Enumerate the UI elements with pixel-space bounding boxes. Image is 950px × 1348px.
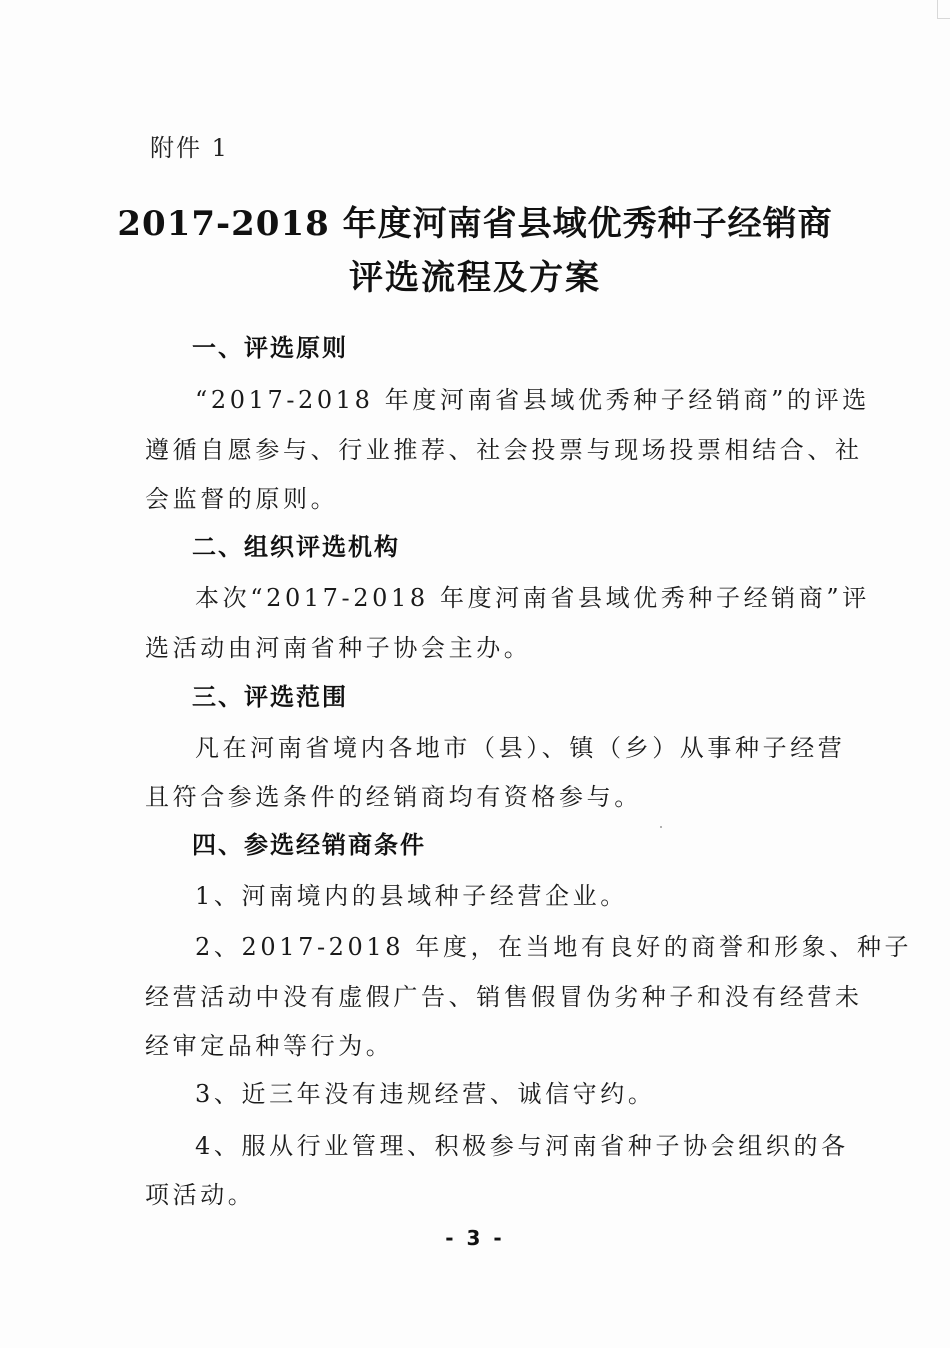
paragraph-line: 且符合参选条件的经销商均有资格参与。: [145, 783, 642, 811]
paragraph-line: 经审定品种等行为。: [145, 1032, 394, 1060]
document-title-line-2: 评选流程及方案: [349, 258, 601, 298]
paragraph-line: 选活动由河南省种子协会主办。: [145, 634, 532, 662]
document-title-line-1: 2017-2018 年度河南省县域优秀种子经销商: [117, 204, 833, 244]
paragraph-line: 遵循自愿参与、行业推荐、社会投票与现场投票相结合、社: [145, 436, 863, 464]
section-heading-conditions: 四、参选经销商条件: [192, 831, 426, 859]
paragraph-line: “2017-2018 年度河南省县域优秀种子经销商”的评选: [195, 386, 870, 414]
section-heading-organizer: 二、组织评选机构: [192, 533, 400, 561]
condition-item-3: 3、近三年没有违规经营、诚信守约。: [195, 1080, 656, 1108]
condition-item-1: 1、河南境内的县域种子经营企业。: [195, 882, 628, 910]
section-heading-principles: 一、评选原则: [192, 334, 348, 362]
paragraph-line: 本次“2017-2018 年度河南省县域优秀种子经销商”评: [195, 584, 870, 612]
attachment-label: 附件 1: [150, 134, 229, 162]
page-number: - 3 -: [445, 1226, 505, 1250]
paragraph-line: 凡在河南省境内各地市（县）、镇（乡）从事种子经营: [195, 734, 846, 762]
scan-corner-mark: [937, 0, 950, 19]
paragraph-line: 项活动。: [145, 1181, 256, 1209]
condition-item-2: 2、2017-2018 年度，在当地有良好的商誉和形象、种子: [195, 933, 913, 961]
section-heading-scope: 三、评选范围: [192, 683, 348, 711]
paragraph-line: 经营活动中没有虚假广告、销售假冒伪劣种子和没有经营未: [145, 983, 863, 1011]
paragraph-line: 会监督的原则。: [145, 485, 339, 513]
scan-speck: [660, 826, 662, 828]
condition-item-4: 4、服从行业管理、积极参与河南省种子协会组织的各: [195, 1132, 849, 1160]
